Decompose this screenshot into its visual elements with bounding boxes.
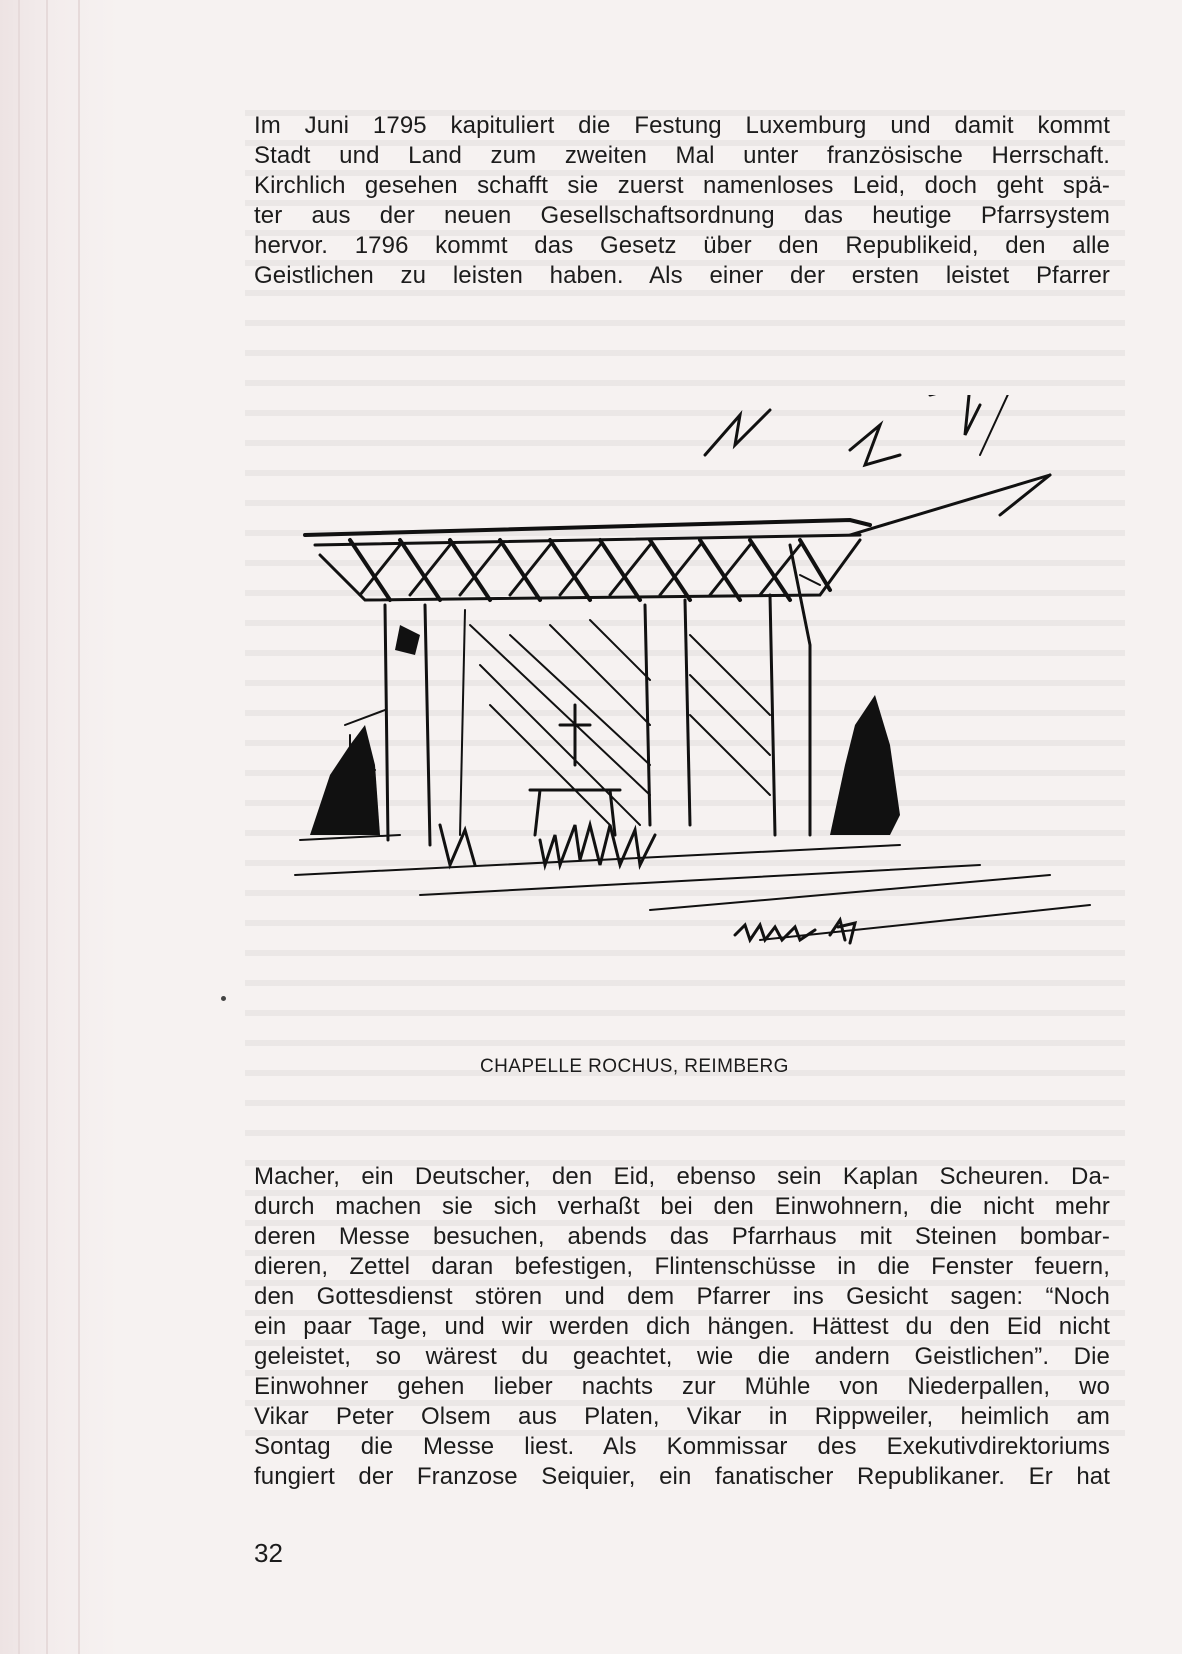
text-line: den Gottesdienst stören und dem Pfarrer ins Gesicht sagen: “Noch: [254, 1283, 1110, 1310]
text-line: Vikar Peter Olsem aus Platen, Vikar in Rippweiler, heimlich am: [254, 1403, 1110, 1430]
illustration-caption: CHAPELLE ROCHUS, REIMBERG: [480, 1056, 789, 1077]
text-line: ter aus der neuen Gesellschaftsordnung das heutige Pfarrsystem: [254, 202, 1110, 229]
text-line: fungiert der Franzose Seiquier, ein fanatischer Republikaner. Er hat: [254, 1463, 1110, 1490]
text-line: geleistet, so wärest du geachtet, wie die andern Geistlichen”. Die: [254, 1343, 1110, 1370]
page-number: 32: [254, 1538, 283, 1568]
text-line: Im Juni 1795 kapituliert die Festung Luxemburg und damit kommt: [254, 112, 1110, 139]
text-line: Kirchlich gesehen schafft sie zuerst namenloses Leid, doch geht spä-: [254, 172, 1110, 199]
sketch-signature: Mann 72: [735, 995, 739, 996]
paragraph-1: [254, 111, 1110, 291]
page-gutter-shadow: [0, 0, 120, 1654]
chapel-sketch-illustration: [290, 395, 1110, 1035]
text-line: Macher, ein Deutscher, den Eid, ebenso sein Kaplan Scheuren. Da-: [254, 1163, 1110, 1190]
text-line: Stadt und Land zum zweiten Mal unter französische Herrschaft.: [254, 142, 1110, 169]
text-line: hervor. 1796 kommt das Gesetz über den Republikeid, den alle: [254, 232, 1110, 259]
text-line: Geistlichen zu leisten haben. Als einer der ersten leistet Pfarrer: [254, 262, 1110, 289]
paragraph-2: [254, 1162, 1110, 1492]
text-line: Sontag die Messe liest. Als Kommissar des Exekutivdirektoriums: [254, 1433, 1110, 1460]
text-line: deren Messe besuchen, abends das Pfarrhaus mit Steinen bombar-: [254, 1223, 1110, 1250]
text-line: ein paar Tage, und wir werden dich hängen. Hättest du den Eid nicht: [254, 1313, 1110, 1340]
text-line: dieren, Zettel daran befestigen, Flintenschüsse in die Fenster feuern,: [254, 1253, 1110, 1280]
print-speck: [221, 996, 226, 1001]
text-line: Einwohner gehen lieber nachts zur Mühle von Niederpallen, wo: [254, 1373, 1110, 1400]
text-line: durch machen sie sich verhaßt bei den Einwohnern, die nicht mehr: [254, 1193, 1110, 1220]
